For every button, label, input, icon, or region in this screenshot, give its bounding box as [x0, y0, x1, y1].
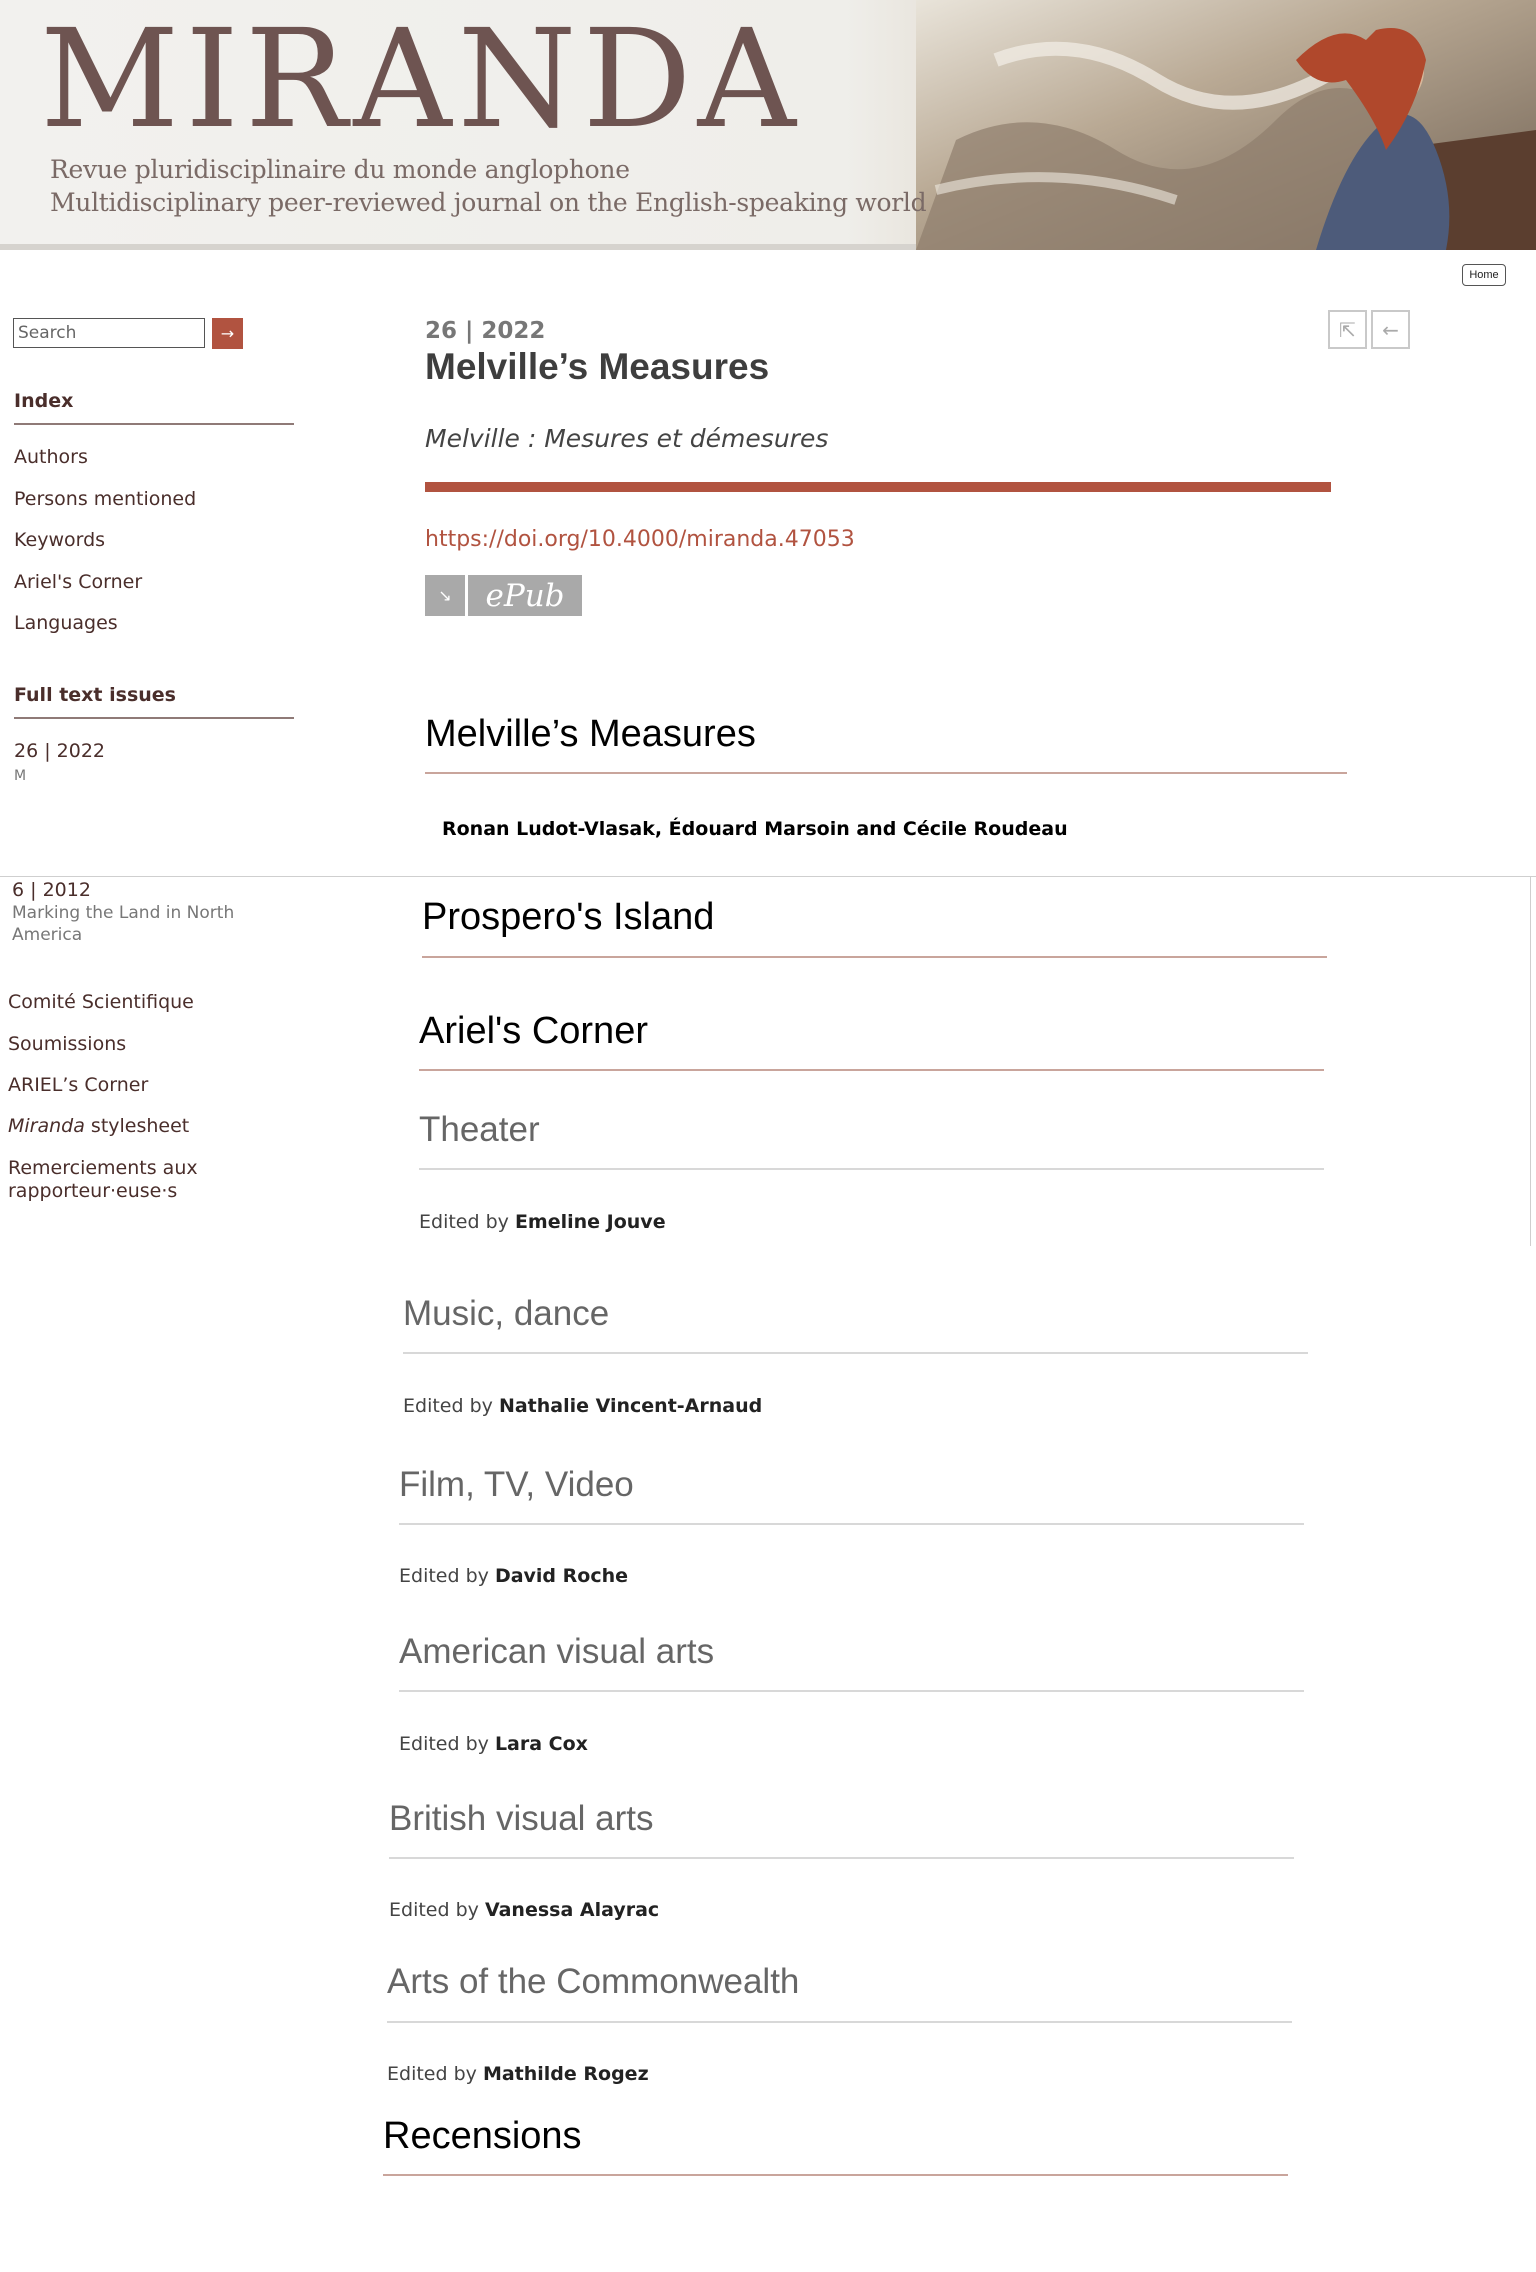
nav-back-button[interactable] — [1371, 310, 1410, 349]
index-heading: Index — [14, 390, 74, 412]
search-input[interactable] — [13, 318, 205, 348]
edited-by-theater: Edited by Emeline Jouve — [419, 1211, 666, 1233]
scroll-seam — [0, 876, 1536, 877]
section-heading-melville[interactable]: Melville’s Measures — [425, 713, 756, 755]
arrow-right-icon: → — [220, 324, 235, 343]
site-subtitle-en: Multidisciplinary peer-reviewed journal on the English-speaking world — [50, 188, 927, 217]
full-text-divider — [14, 717, 294, 719]
edited-by-commonwealth: Edited by Mathilde Rogez — [387, 2063, 649, 2085]
sidebar-issue-prev[interactable]: 6 | 2012 — [12, 879, 91, 901]
home-button[interactable]: Home — [1462, 264, 1506, 286]
index-divider — [14, 423, 294, 425]
subsection-heading-commonwealth[interactable]: Arts of the Commonwealth — [387, 1962, 800, 2001]
edited-by-film: Edited by David Roche — [399, 1565, 629, 1587]
section-divider — [425, 772, 1347, 774]
page-subtitle: Melville : Mesures et démesures — [425, 424, 829, 453]
epub-download-button[interactable] — [425, 575, 582, 616]
sidebar-issue-current[interactable]: 26 | 2022 — [14, 740, 106, 762]
editor-name[interactable]: Vanessa Alayrac — [484, 1899, 660, 1921]
editor-name[interactable]: Emeline Jouve — [514, 1211, 666, 1233]
subsection-heading-music[interactable]: Music, dance — [403, 1294, 610, 1333]
download-icon: ↘ — [425, 575, 465, 616]
sidebar-link-authors[interactable]: Authors — [14, 446, 88, 468]
epub-label: ePub — [468, 575, 582, 616]
editor-name[interactable]: Mathilde Rogez — [482, 2063, 649, 2085]
full-text-heading: Full text issues — [14, 684, 176, 706]
issue-number: 26 | 2022 — [425, 318, 546, 344]
sidebar-link-stylesheet[interactable] — [8, 1115, 189, 1137]
sidebar-link-languages[interactable]: Languages — [14, 612, 118, 634]
editor-name[interactable]: David Roche — [494, 1565, 629, 1587]
site-title: MIRANDA — [40, 1, 802, 159]
subsection-heading-theater[interactable]: Theater — [419, 1110, 540, 1149]
sidebar-link-soumissions[interactable]: Soumissions — [8, 1033, 127, 1055]
sidebar-link-persons[interactable]: Persons mentioned — [14, 488, 197, 510]
stylesheet-italic: Miranda — [8, 1115, 85, 1137]
subsection-divider — [387, 2021, 1292, 2023]
sidebar-issue-prev-title: Marking the Land in North America — [12, 903, 235, 945]
sidebar-issue-current-title: M — [14, 768, 27, 784]
accent-bar — [425, 482, 1331, 492]
section-divider — [383, 2174, 1288, 2176]
subsection-divider — [399, 1690, 1304, 1692]
sidebar-link-remerciements[interactable]: Remerciements aux rapporteur·euse·s — [8, 1157, 198, 1202]
section-heading-prospero[interactable]: Prospero's Island — [422, 896, 715, 938]
arrow-left-icon: ← — [1382, 317, 1399, 342]
section-heading-ariels-corner[interactable]: Ariel's Corner — [419, 1010, 648, 1052]
nav-up-button[interactable] — [1328, 310, 1367, 349]
sidebar-link-ariels-corner[interactable]: Ariel's Corner — [14, 571, 143, 593]
subsection-heading-american-arts[interactable]: American visual arts — [399, 1632, 715, 1671]
section-divider — [422, 956, 1327, 958]
page-title: Melville’s Measures — [425, 346, 770, 387]
edited-by-american-arts: Edited by Lara Cox — [399, 1733, 588, 1755]
sidebar-link-ariel[interactable]: ARIEL’s Corner — [8, 1074, 149, 1096]
section-heading-recensions[interactable]: Recensions — [383, 2115, 582, 2157]
sidebar-link-comite[interactable]: Comité Scientifique — [8, 991, 194, 1013]
subsection-divider — [419, 1168, 1324, 1170]
section-divider — [419, 1069, 1324, 1071]
nav-up-icon: ⇱ — [1339, 317, 1356, 342]
edited-by-music: Edited by Nathalie Vincent-Arnaud — [403, 1395, 763, 1417]
subsection-divider — [389, 1857, 1294, 1859]
sidebar-link-keywords[interactable]: Keywords — [14, 529, 106, 551]
subsection-heading-film[interactable]: Film, TV, Video — [399, 1465, 634, 1504]
search-submit-button[interactable] — [212, 318, 243, 349]
scrollbar-edge[interactable] — [1530, 876, 1536, 1246]
banner-painting — [916, 0, 1536, 250]
edited-by-british-arts: Edited by Vanessa Alayrac — [389, 1899, 660, 1921]
stylesheet-rest: stylesheet — [84, 1115, 190, 1137]
subsection-divider — [403, 1352, 1308, 1354]
site-subtitle-fr: Revue pluridisciplinaire du monde anglophone — [50, 155, 630, 184]
section-authors[interactable]: Ronan Ludot-Vlasak, Édouard Marsoin and Cécile Roudeau — [442, 818, 1068, 840]
doi-link[interactable]: https://doi.org/10.4000/miranda.47053 — [425, 527, 855, 552]
subsection-heading-british-arts[interactable]: British visual arts — [389, 1799, 654, 1838]
editor-name[interactable]: Lara Cox — [494, 1733, 588, 1755]
site-banner — [0, 0, 1536, 250]
subsection-divider — [399, 1523, 1304, 1525]
editor-name[interactable]: Nathalie Vincent-Arnaud — [498, 1395, 763, 1417]
